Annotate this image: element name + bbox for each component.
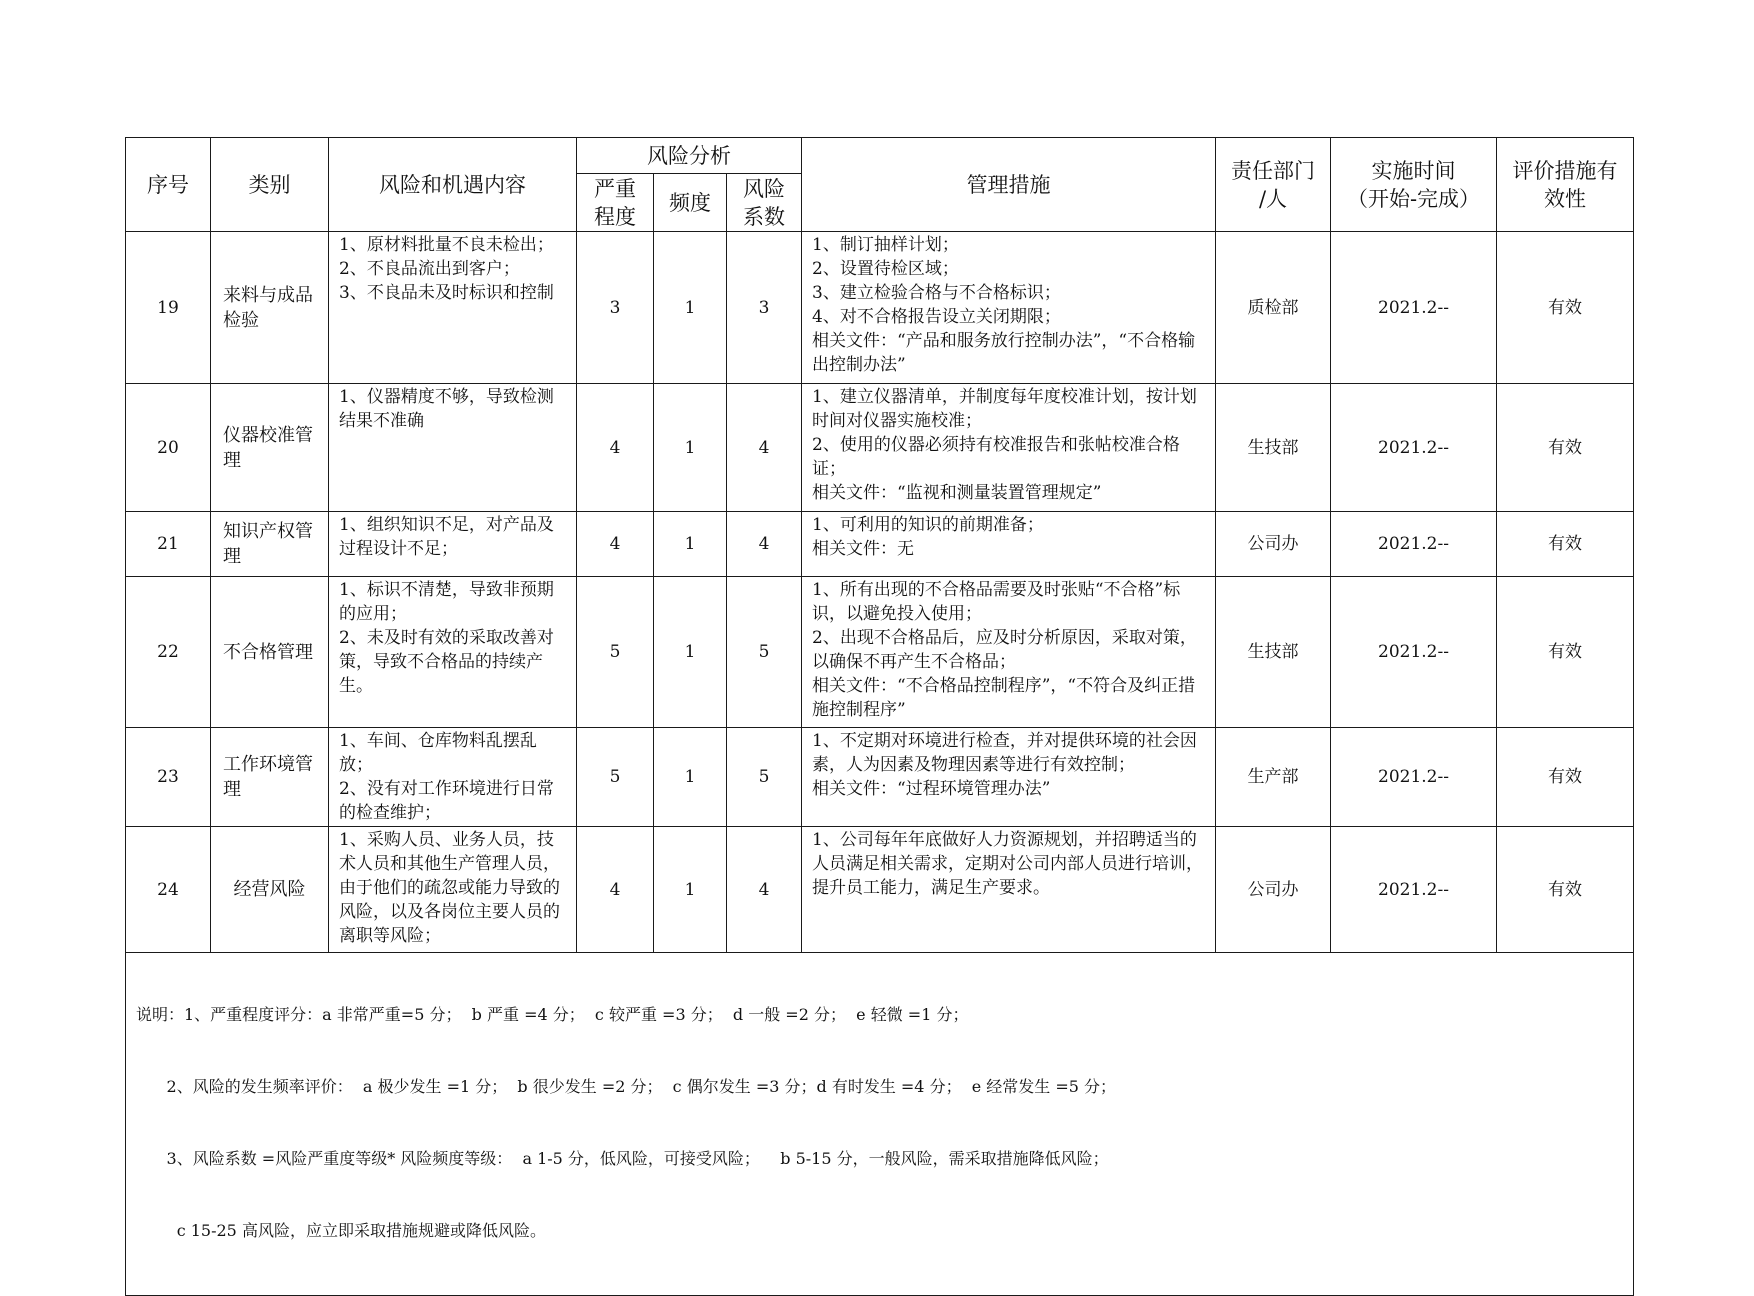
row-measures: 1、制订抽样计划； 2、设置待检区域； 3、建立检验合格与不合格标识； 4、对不合格报告设立关闭期限； 相关文件：“产品和服务放行控制办法”，“不合格输出控制办法” [802,232,1216,384]
header-category: 类别 [211,138,329,232]
row-coefficient: 4 [727,384,802,512]
row-severity: 5 [577,728,654,827]
row-coefficient: 5 [727,577,802,728]
row-content: 1、车间、仓库物料乱摆乱放； 2、没有对工作环境进行日常的检查维护； [329,728,577,827]
row-effect: 有效 [1497,384,1634,512]
header-time: 实施时间 （开始-完成） [1331,138,1497,232]
row-coefficient: 4 [727,827,802,953]
table-row [126,827,1634,953]
row-measures: 1、可利用的知识的前期准备； 相关文件：无 [802,512,1216,577]
row-dept: 质检部 [1216,232,1331,384]
header-coefficient: 风险 系数 [727,174,802,232]
row-category: 不合格管理 [211,577,329,728]
row-effect: 有效 [1497,728,1634,827]
row-coefficient: 4 [727,512,802,577]
table-row [126,512,1634,577]
row-measures: 1、公司每年年底做好人力资源规划，并招聘适当的人员满足相关需求，定期对公司内部人员进行培训，提升员工能力，满足生产要求。 [802,827,1216,953]
row-seq: 22 [126,577,211,728]
row-time: 2021.2-- [1331,728,1497,827]
row-seq: 20 [126,384,211,512]
row-dept: 生技部 [1216,384,1331,512]
row-frequency: 1 [654,512,727,577]
row-dept: 公司办 [1216,827,1331,953]
row-content: 1、标识不清楚，导致非预期的应用； 2、未及时有效的采取改善对策，导致不合格品的持续产生。 [329,577,577,728]
row-content: 1、仪器精度不够，导致检测结果不准确 [329,384,577,512]
row-category: 工作环境管理 [211,728,329,827]
row-content: 1、原材料批量不良未检出； 2、不良品流出到客户； 3、不良品未及时标识和控制 [329,232,577,384]
note-frequency-scale: 2、风险的发生频率评价： a 极少发生 =1 分； b 很少发生 =2 分； c 偶尔发生 =3 分；d 有时发生 =4 分； e 经常发生 =5 分； [136,1077,1117,1096]
header-seq: 序号 [126,138,211,232]
row-measures: 1、建立仪器清单，并制度每年度校准计划，按计划时间对仪器实施校准； 2、使用的仪器必须持有校准报告和张帖校准合格证； 相关文件：“监视和测量装置管理规定” [802,384,1216,512]
row-effect: 有效 [1497,232,1634,384]
row-frequency: 1 [654,827,727,953]
header-effect: 评价措施有 效性 [1497,138,1634,232]
risk-table [125,137,1634,1296]
row-time: 2021.2-- [1331,384,1497,512]
row-frequency: 1 [654,577,727,728]
header-measures: 管理措施 [802,138,1216,232]
row-coefficient: 5 [727,728,802,827]
row-frequency: 1 [654,384,727,512]
row-category: 仪器校准管理 [211,384,329,512]
row-time: 2021.2-- [1331,577,1497,728]
row-dept: 生产部 [1216,728,1331,827]
row-seq: 23 [126,728,211,827]
table-row [126,384,1634,512]
header-severity: 严重 程度 [577,174,654,232]
note-coefficient-scale: 3、风险系数 =风险严重度等级* 风险频度等级： a 1-5 分，低风险，可接受风险； b 5-15 分，一般风险，需采取措施降低风险； [136,1149,1109,1168]
row-seq: 19 [126,232,211,384]
row-measures: 1、所有出现的不合格品需要及时张贴“不合格”标识，以避免投入使用； 2、出现不合格品后，应及时分析原因，采取对策，以确保不再产生不合格品； 相关文件：“不合格品控制程序”，“不符合及纠正措施控制程序” [802,577,1216,728]
row-coefficient: 3 [727,232,802,384]
row-category: 来料与成品检验 [211,232,329,384]
header-dept: 责任部门 /人 [1216,138,1331,232]
table-row [126,232,1634,384]
row-severity: 4 [577,827,654,953]
row-measures: 1、不定期对环境进行检查，并对提供环境的社会因素，人为因素及物理因素等进行有效控制； 相关文件：“过程环境管理办法” [802,728,1216,827]
table-row [126,577,1634,728]
row-dept: 生技部 [1216,577,1331,728]
row-frequency: 1 [654,728,727,827]
row-time: 2021.2-- [1331,827,1497,953]
table-row [126,728,1634,827]
notes-cell [126,953,1634,1296]
row-seq: 24 [126,827,211,953]
row-category: 知识产权管理 [211,512,329,577]
row-content: 1、采购人员、业务人员，技术人员和其他生产管理人员，由于他们的疏忽或能力导致的风险，以及各岗位主要人员的离职等风险； [329,827,577,953]
row-severity: 3 [577,232,654,384]
notes-row [126,953,1634,1296]
header-frequency: 频度 [654,174,727,232]
row-frequency: 1 [654,232,727,384]
row-content: 1、组织知识不足，对产品及过程设计不足； [329,512,577,577]
row-category: 经营风险 [211,827,329,953]
note-high-risk: c 15-25 高风险，应立即采取措施规避或降低风险。 [136,1221,546,1240]
row-severity: 4 [577,384,654,512]
row-severity: 4 [577,512,654,577]
row-severity: 5 [577,577,654,728]
row-dept: 公司办 [1216,512,1331,577]
row-effect: 有效 [1497,577,1634,728]
header-risk-analysis: 风险分析 [577,138,802,174]
row-effect: 有效 [1497,827,1634,953]
note-severity-scale: 说明：1、严重程度评分：a 非常严重=5 分； b 严重 =4 分； c 较严重 =3 分； d 一般 =2 分； e 轻微 =1 分； [136,1005,969,1024]
row-time: 2021.2-- [1331,232,1497,384]
row-effect: 有效 [1497,512,1634,577]
row-time: 2021.2-- [1331,512,1497,577]
row-seq: 21 [126,512,211,577]
header-content: 风险和机遇内容 [329,138,577,232]
